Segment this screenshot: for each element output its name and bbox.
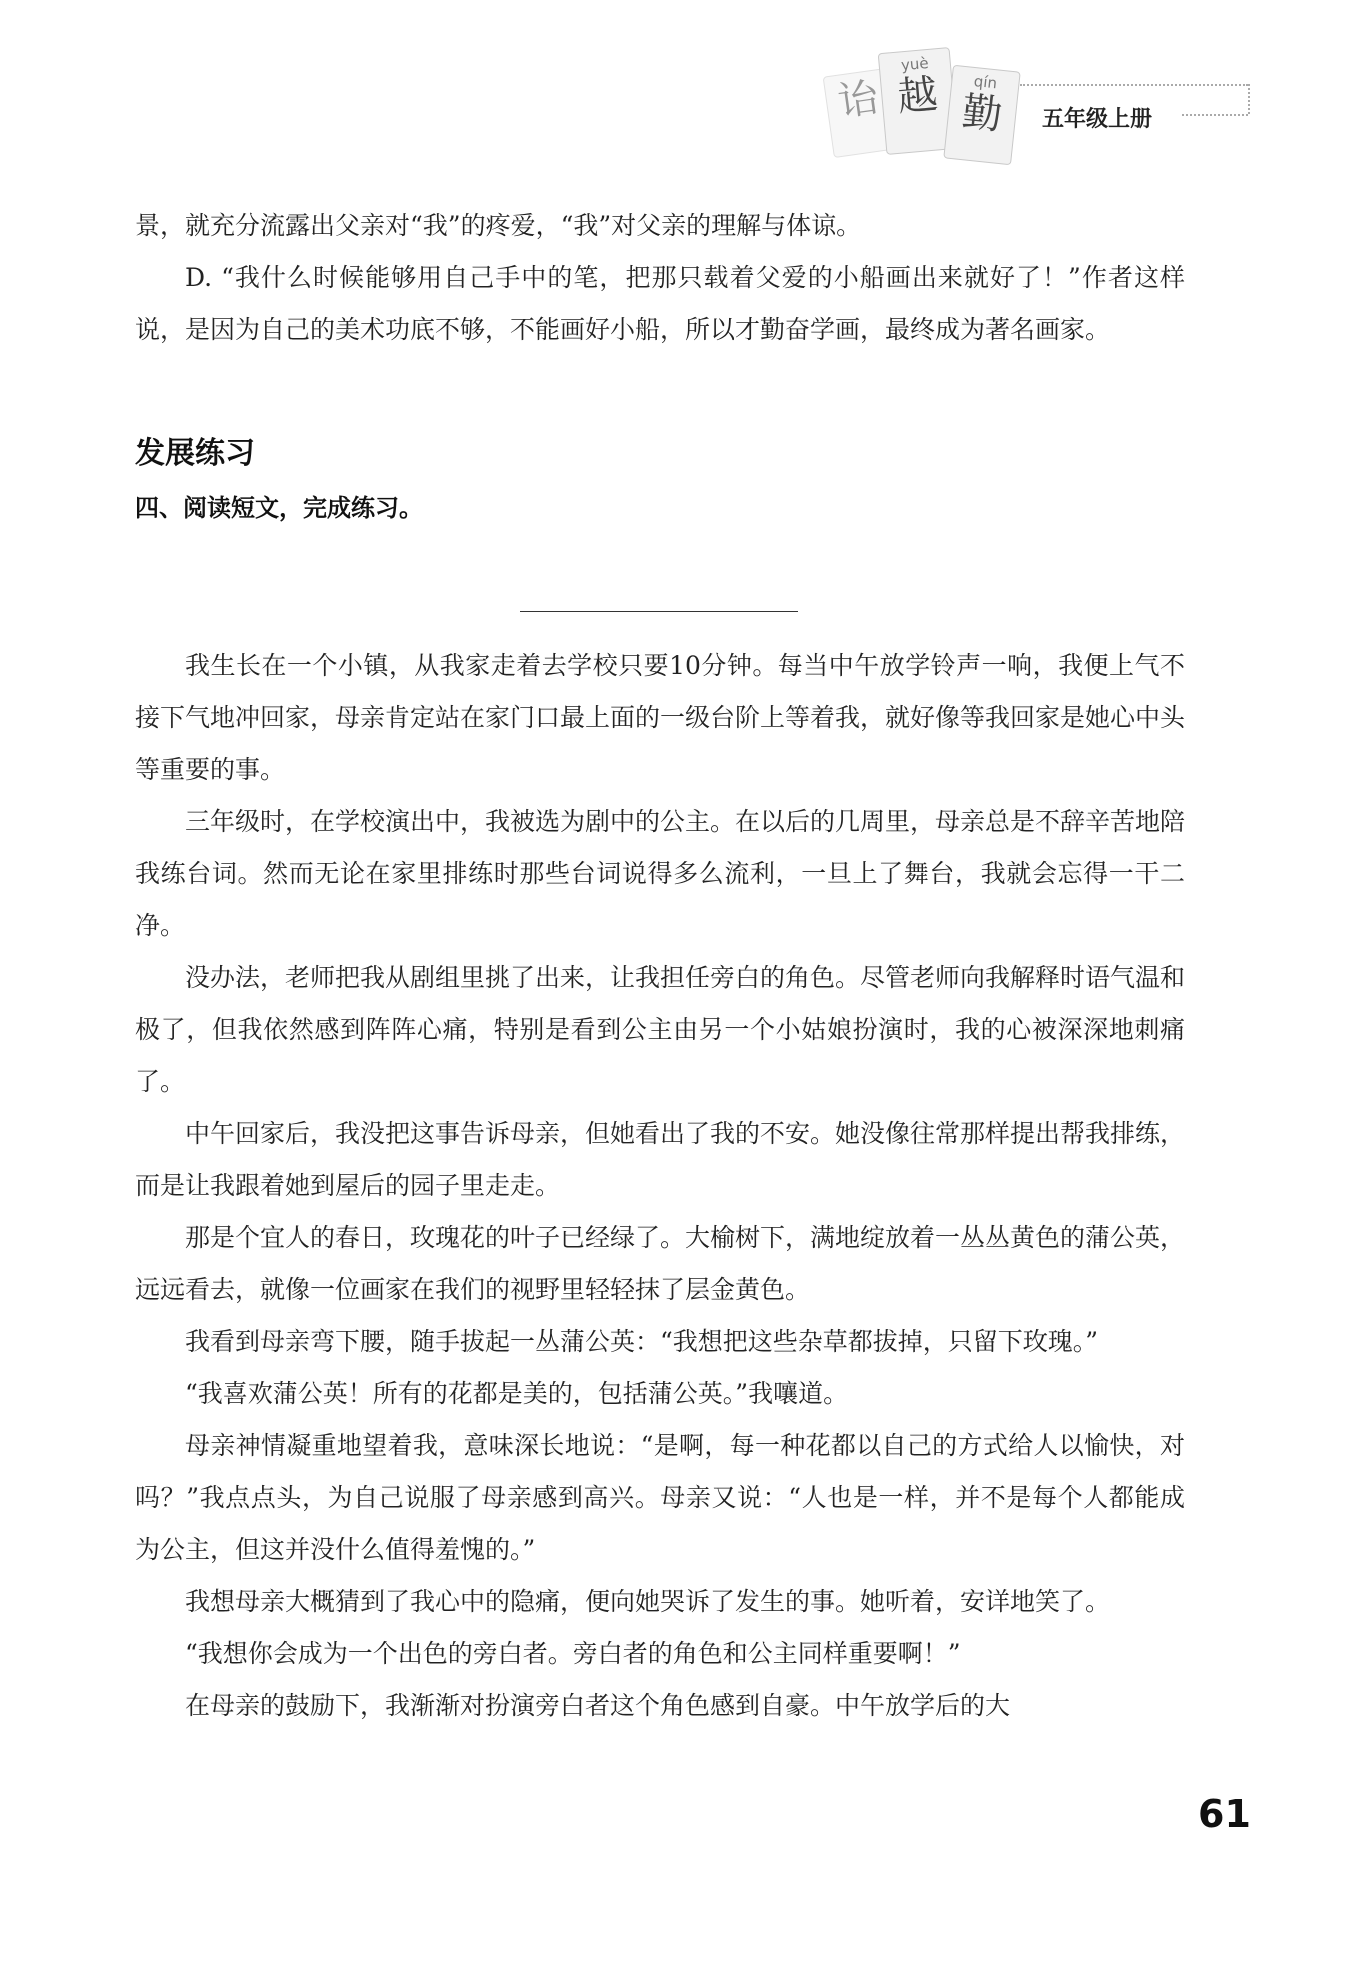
paragraph: 景，就充分流露出父亲对“我”的疼爱，“我”对父亲的理解与体谅。 [135, 211, 862, 240]
header-dotted-line [1248, 84, 1250, 114]
paragraph: D. “我什么时候能够用自己手中的笔，把那只载着父爱的小船画出来就好了！”作者这样说，是因为自己的美术功底不够，不能画好小船，所以才勤奋学画，最终成为著名画家。 [135, 263, 1185, 344]
logo-card-pinyin: qín [972, 72, 998, 93]
header-dotted-line [1020, 84, 1248, 86]
paragraph: “我想你会成为一个出色的旁白者。旁白者的角色和公主同样重要啊！” [185, 1639, 961, 1668]
continued-text [135, 200, 1185, 356]
paragraph: 三年级时，在学校演出中，我被选为剧中的公主。在以后的几周里，母亲总是不辞辛苦地陪我练台词。然而无论在家里排练时那些台词说得多么流利，一旦上了舞台，我就会忘得一干二净。 [135, 807, 1186, 940]
question-heading: 四、阅读短文，完成练习。 [135, 494, 423, 522]
logo-card-char: 越 [895, 71, 940, 121]
paragraph: 在母亲的鼓励下，我渐渐对扮演旁白者这个角色感到自豪。中午放学后的大 [185, 1691, 1011, 1720]
page-header [820, 40, 1250, 170]
paragraph: 母亲神情凝重地望着我，意味深长地说：“是啊，每一种花都以自己的方式给人以愉快，对吗？”我点点头，为自己说服了母亲感到高兴。母亲又说：“人也是一样，并不是每个人都能成为公主，但这并没什么值得羞愧的。” [135, 1431, 1185, 1564]
paragraph: 我生长在一个小镇，从我家走着去学校只要10分钟。每当中午放学铃声一响，我便上气不接下气地冲回家，母亲肯定站在家门口最上面的一级台阶上等着我，就好像等我回家是她心中头等重要的事。 [135, 651, 1186, 784]
paragraph: 那是个宜人的春日，玫瑰花的叶子已经绿了。大榆树下，满地绽放着一丛丛黄色的蒲公英，远远看去，就像一位画家在我们的视野里轻轻抹了层金黄色。 [135, 1223, 1186, 1304]
article-body [135, 640, 1185, 1732]
logo-cards [820, 40, 1030, 170]
header-dotted-line [1182, 114, 1248, 116]
logo-card [943, 65, 1020, 166]
paragraph: 中午回家后，我没把这事告诉母亲，但她看出了我的不安。她没像往常那样提出帮我排练，而是让我跟着她到屋后的园子里走走。 [135, 1119, 1186, 1200]
paragraph: 我看到母亲弯下腰，随手拔起一丛蒲公英：“我想把这些杂草都拔掉，只留下玫瑰。” [185, 1327, 1099, 1356]
grade-label: 五年级上册 [1042, 107, 1153, 132]
logo-card-char: 勤 [959, 89, 1005, 139]
logo-card-char: 诒 [835, 74, 882, 126]
paragraph: 没办法，老师把我从剧组里挑了出来，让我担任旁白的角色。尽管老师向我解释时语气温和极了，但我依然感到阵阵心痛，特别是看到公主由另一个小姑娘扮演时，我的心被深深地刺痛了。 [135, 963, 1186, 1096]
title-blank-line [520, 611, 798, 612]
paragraph: “我喜欢蒲公英！所有的花都是美的，包括蒲公英。”我嚷道。 [185, 1379, 849, 1408]
section-title: 发展练习 [135, 436, 255, 471]
paragraph: 我想母亲大概猜到了我心中的隐痛，便向她哭诉了发生的事。她听着，安详地笑了。 [185, 1587, 1111, 1616]
page-number: 61 [1198, 1792, 1251, 1836]
logo-card-pinyin: yuè [900, 53, 930, 75]
